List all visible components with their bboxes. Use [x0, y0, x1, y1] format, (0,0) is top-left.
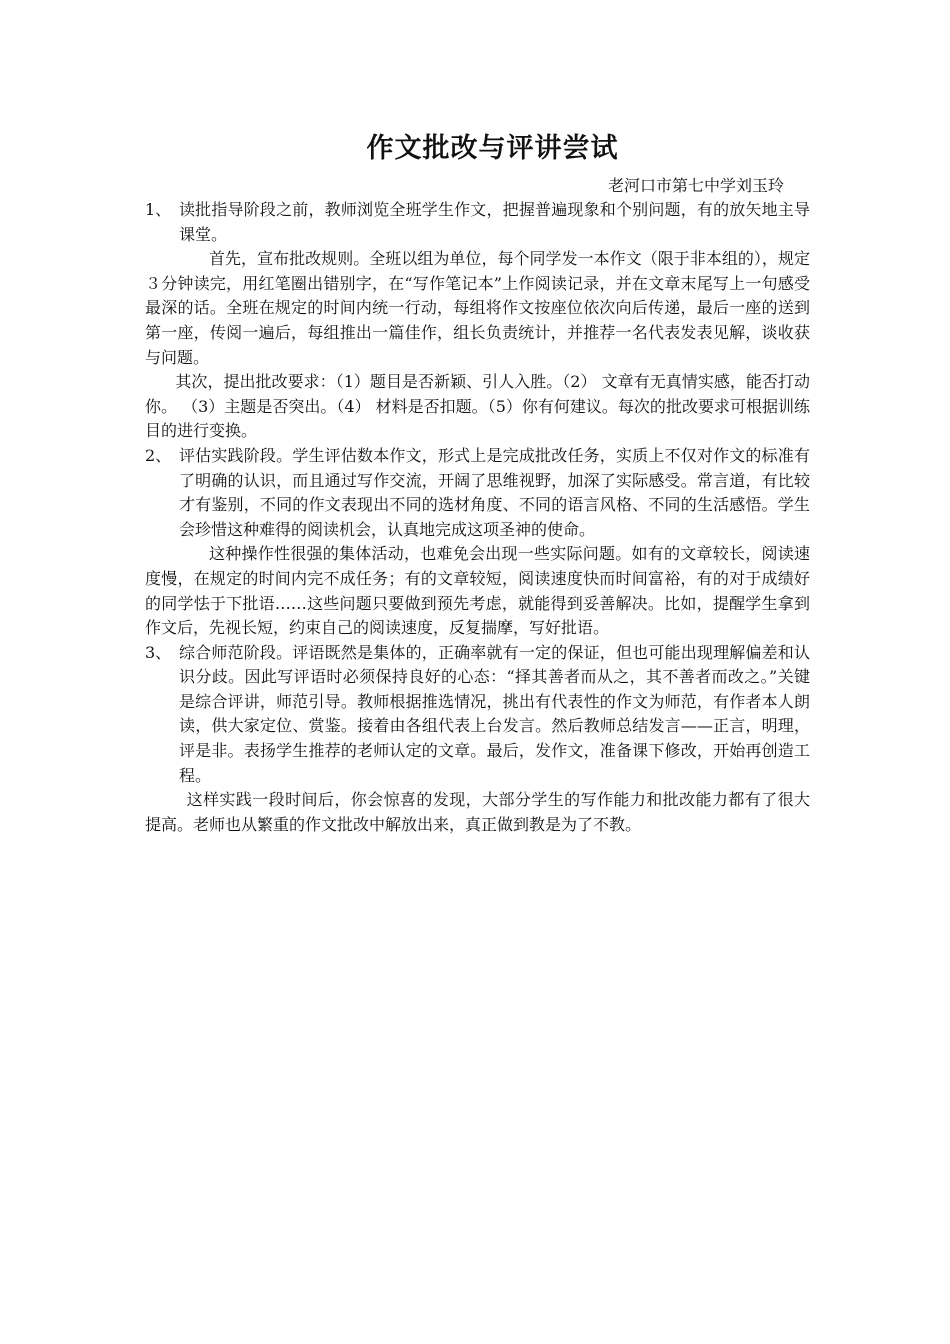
paragraph-problems: 这种操作性很强的集体活动，也难免会出现一些实际问题。如有的文章较长，阅读速度慢，在规定的时间内完不成任务；有的文章较短，阅读速度快而时间富裕，有的对于成绩好的同学怯于下批语……这些问题只要做到预先考虑，就能得到妥善解决。比如，提醒学生拿到作文后，先视长短，约束自己的阅读速度，反复揣摩，写好批语。	[145, 544, 810, 638]
section-1-number: 1、	[145, 200, 172, 219]
section-1-text: 读批指导阶段之前，教师浏览全班学生作文，把握普遍现象和个别问题，有的放矢地主导课堂。	[179, 200, 810, 244]
section-3-number: 3、	[145, 642, 172, 662]
paragraph-conclusion: 这样实践一段时间后，你会惊喜的发现，大部分学生的写作能力和批改能力都有了很大提高。老师也从繁重的作文批改中解放出来，真正做到教是为了不教。	[145, 790, 810, 834]
section-2-text: 评估实践阶段。学生评估数本作文，形式上是完成批改任务，实质上不仅对作文的标准有了明确的认识，而且通过写作交流，开阔了思维视野，加深了实际感受。常言道，有比较才有鉴别，不同的作文表现出不同的选材角度、不同的语言风格、不同的生活感悟。学生会珍惜这种难得的阅读机会，认真地完成这项圣神的使命。	[179, 445, 810, 539]
author-line: 老河口市第七中学刘玉玲	[607, 176, 784, 195]
section-1	[145, 198, 810, 247]
section-3	[145, 641, 810, 789]
section-2-number: 2、	[145, 445, 172, 465]
section-3-text: 综合师范阶段。评语既然是集体的，正确率就有一定的保证，但也可能出现理解偏差和认识分歧。因此写评语时必须保持良好的心态：“择其善者而从之，其不善者而改之。”关键是综合评讲，师范引导。教师根据推选情况，挑出有代表性的作文为师范，有作者本人朗读，供大家定位、赏鉴。接着由各组代表上台发言。然后教师总结发言——正言，明理，评是非。表扬学生推荐的老师认定的文章。最后，发作文，准备课下修改，开始再创造工程。	[179, 642, 810, 785]
document-page	[145, 128, 810, 837]
section-2	[145, 444, 810, 542]
paragraph-rules: 首先，宣布批改规则。全班以组为单位，每个同学发一本作文（限于非本组的），规定３分钟读完，用红笔圈出错别字，在“写作笔记本”上作阅读记录，并在文章末尾写上一句感受最深的话。全班在规定的时间内统一行动，每组将作文按座位依次向后传递，最后一座的送到第一座，传阅一遍后，每组推出一篇佳作，组长负责统计，并推荐一名代表发表见解，谈收获与问题。	[145, 249, 810, 367]
paragraph-requirements: 其次，提出批改要求：（1）题目是否新颖、引人入胜。（2） 文章有无真情实感，能否打动你。 （3）主题是否突出。（4） 材料是否扣题。（5）你有何建议。每次的批改要求可根据训练目的进行变换。	[145, 372, 810, 441]
document-title: 作文批改与评讲尝试	[366, 133, 619, 164]
